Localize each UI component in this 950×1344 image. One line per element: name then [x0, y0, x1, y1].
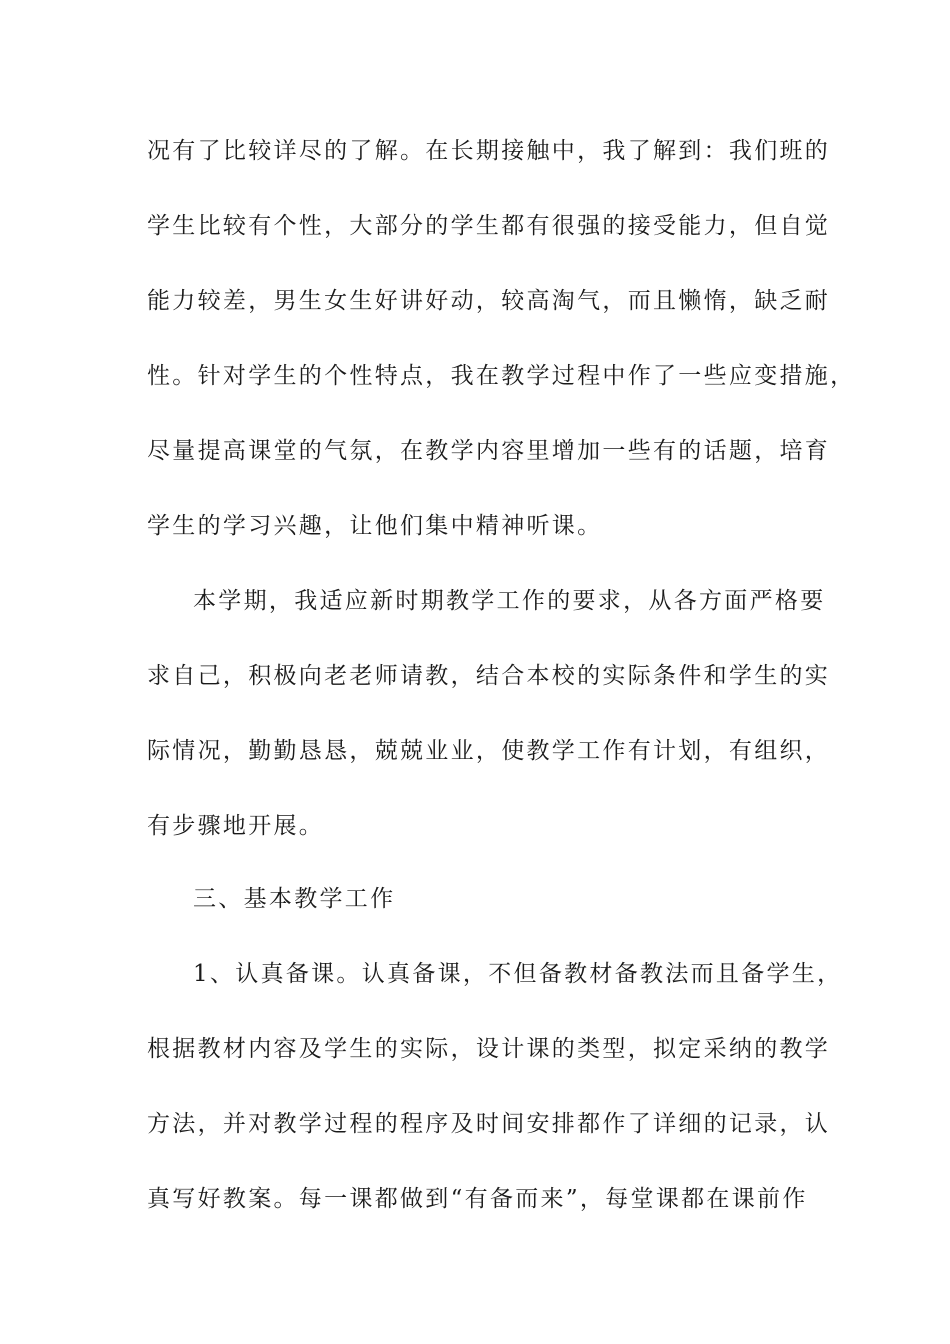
- paragraph-line: 际情况，勤勤恳恳，兢兢业业，使教学工作有计划，有组织，: [147, 738, 831, 764]
- paragraph-line: 尽量提高课堂的气氛，在教学内容里增加一些有的话题，培育: [147, 438, 831, 464]
- paragraph-line: 本学期，我适应新时期教学工作的要求，从各方面严格要: [193, 588, 826, 614]
- paragraph-line: 学生的学习兴趣，让他们集中精神听课。: [147, 513, 603, 539]
- paragraph-line: 有步骤地开展。: [147, 813, 325, 839]
- paragraph-line: 真写好教案。每一课都做到“有备而来”，每堂课都在课前作: [147, 1186, 808, 1212]
- paragraph-line: 方法，并对教学过程的程序及时间安排都作了详细的记录，认: [147, 1111, 831, 1137]
- paragraph-line: 学生比较有个性，大部分的学生都有很强的接受能力，但自觉: [147, 213, 831, 239]
- section-heading: 三、基本教学工作: [193, 886, 396, 912]
- paragraph-line: 根据教材内容及学生的实际，设计课的类型，拟定采纳的教学: [147, 1036, 831, 1062]
- paragraph-line: 1、认真备课。认真备课，不但备教材备教法而且备学生，: [193, 961, 843, 987]
- paragraph-line: 况有了比较详尽的了解。在长期接触中，我了解到：我们班的: [147, 138, 831, 164]
- paragraph-line: 能力较差，男生女生好讲好动，较高淘气，而且懒惰，缺乏耐: [147, 288, 831, 314]
- paragraph-line: 求自己，积极向老老师请教，结合本校的实际条件和学生的实: [147, 663, 831, 689]
- paragraph-line: 性。针对学生的个性特点，我在教学过程中作了一些应变措施，: [147, 363, 856, 389]
